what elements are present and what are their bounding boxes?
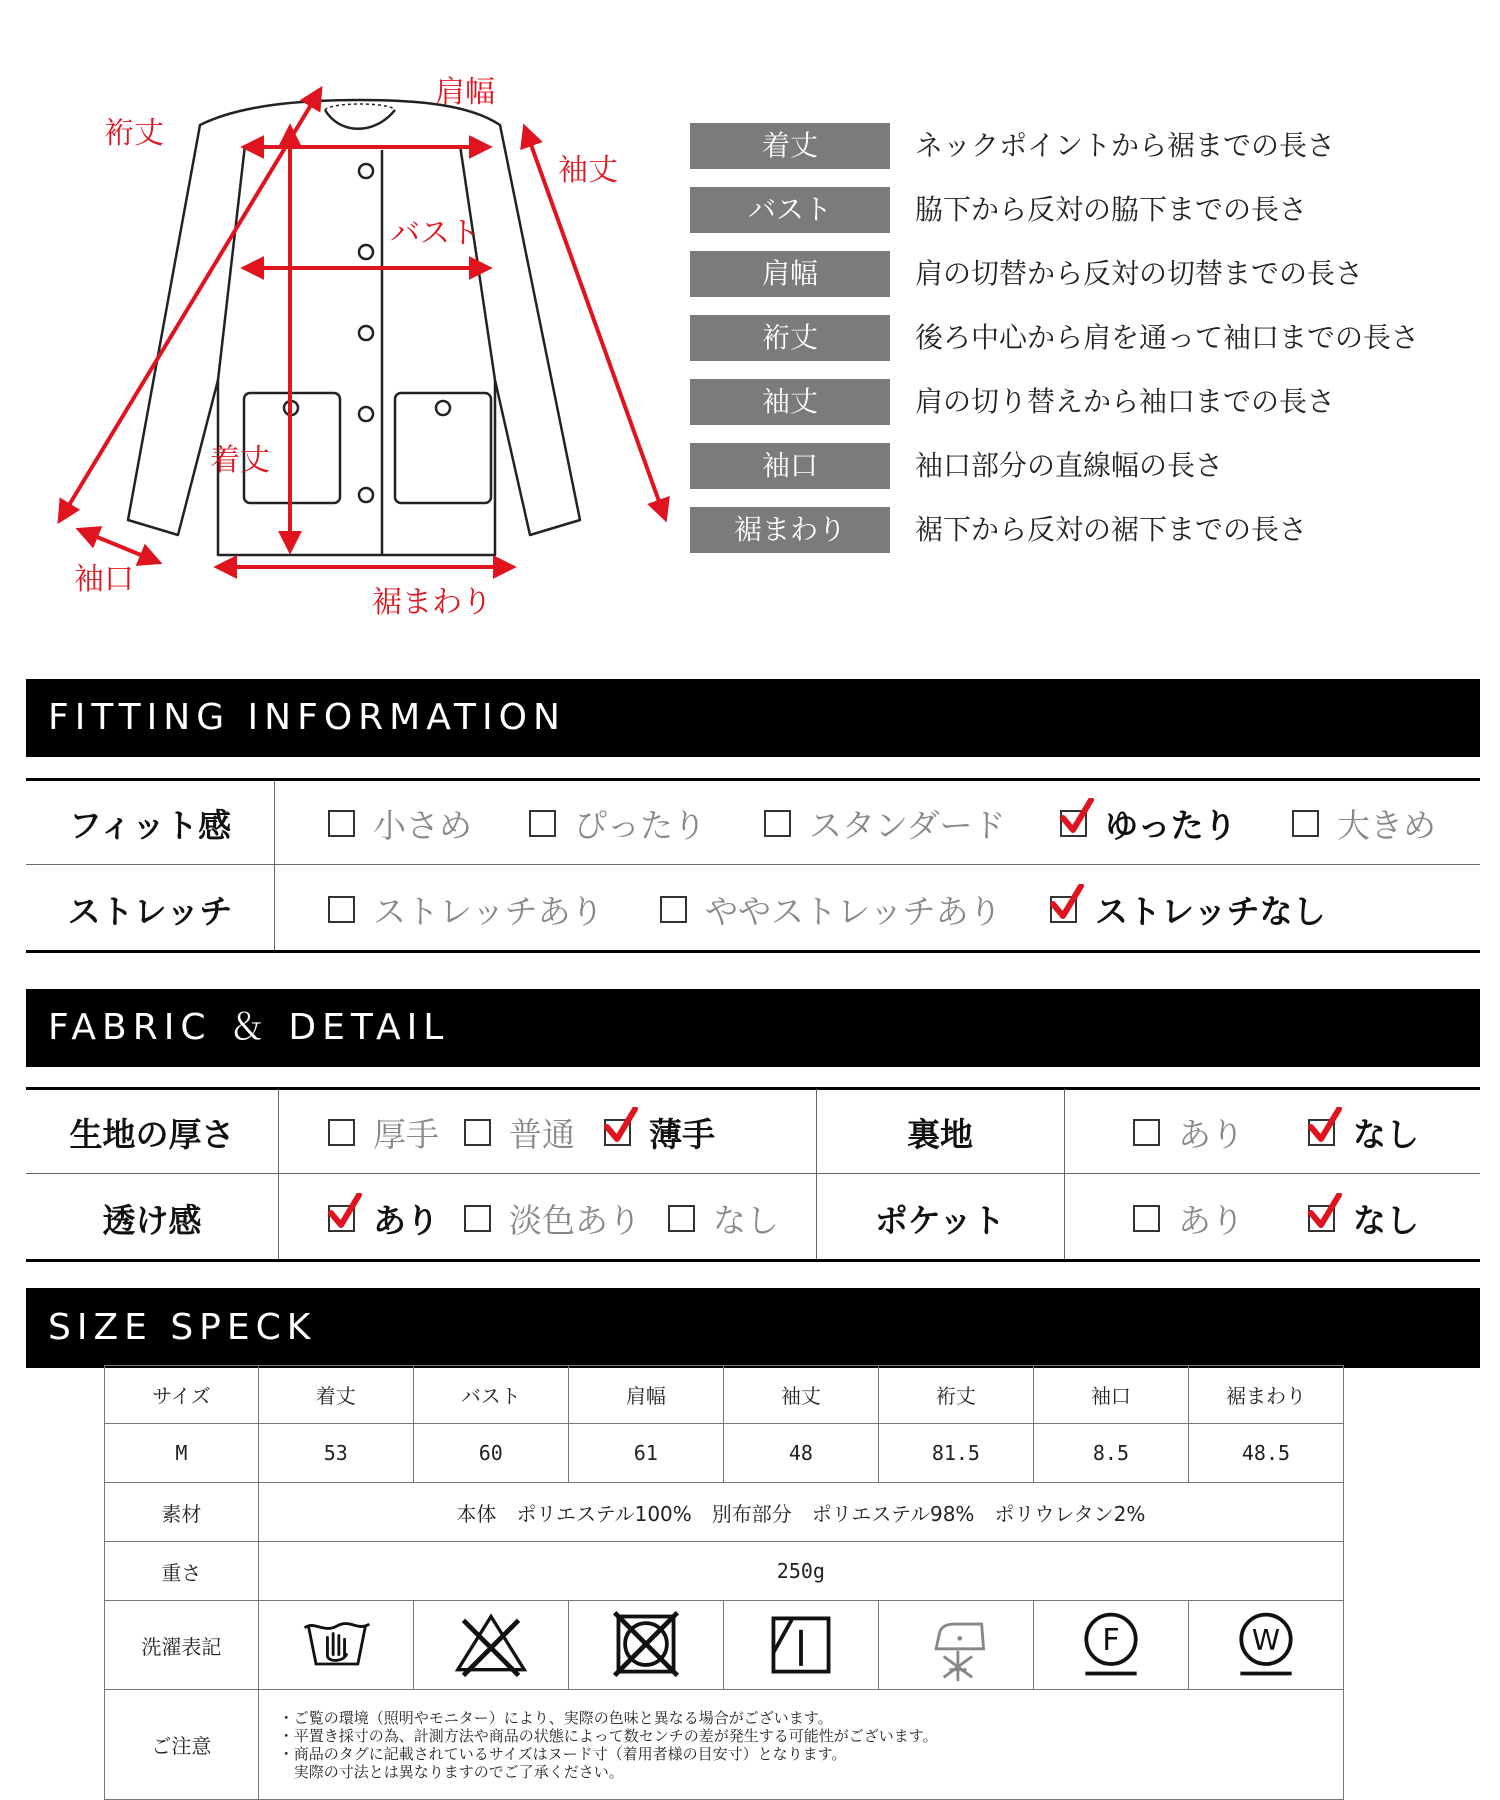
checkbox-icon — [1133, 1119, 1160, 1146]
size-header-text: SIZE SPECK — [48, 1307, 317, 1348]
care-icon-cell — [1188, 1601, 1343, 1690]
red-check-icon — [1050, 884, 1084, 920]
spec-cell: 48 — [723, 1424, 878, 1483]
spec-column-header: 袖口 — [1033, 1366, 1188, 1424]
legend-description: ネックポイントから裾までの長さ — [915, 129, 1336, 162]
stretch-label: ストレッチ — [67, 892, 233, 931]
svg-text:W: W — [1251, 1623, 1281, 1657]
spec-column-header: バスト — [413, 1366, 568, 1424]
notes-text — [258, 1690, 1343, 1800]
option-label: ややストレッチあり — [705, 892, 1002, 931]
legend-row — [690, 379, 1490, 443]
note-line: ・平置き採寸の為、計測方法や商品の状態によって数センチの差が発生する可能性がございます。 — [278, 1726, 938, 1745]
option-label: あり — [1178, 1115, 1244, 1154]
spec-care-row — [105, 1601, 1344, 1690]
spec-header-row — [105, 1366, 1344, 1424]
size-header — [26, 1288, 1480, 1368]
option-unchecked — [1133, 1109, 1244, 1156]
option-unchecked — [660, 886, 1002, 933]
spec-column-header: 袖丈 — [723, 1366, 878, 1424]
spec-cell: 60 — [413, 1424, 568, 1483]
option-label: 小さめ — [373, 806, 472, 845]
spec-column-header: 裾まわり — [1188, 1366, 1343, 1424]
spec-material-row — [105, 1483, 1344, 1542]
red-check-icon — [1060, 798, 1094, 834]
option-unchecked — [464, 1195, 641, 1242]
checkbox-icon — [1133, 1205, 1160, 1232]
spec-cell: 81.5 — [878, 1424, 1033, 1483]
size-spec-table — [104, 1365, 1344, 1800]
legend-row — [690, 315, 1490, 379]
label-kitake: 着丈 — [210, 443, 270, 478]
label-katahaba: 肩幅 — [435, 75, 495, 110]
legend-row — [690, 251, 1490, 315]
legend-term: 裄丈 — [690, 315, 890, 361]
notes-label: ご注意 — [105, 1690, 259, 1800]
note-line: ・商品のタグに記載されているサイズはヌード寸（着用者様の目安寸）となります。 — [278, 1744, 847, 1763]
checkbox-icon — [328, 1119, 355, 1146]
spec-weight-row — [105, 1542, 1344, 1601]
checked-box-icon — [1308, 1205, 1335, 1232]
spec-column-header: サイズ — [105, 1366, 259, 1424]
weight-label: 重さ — [105, 1542, 259, 1601]
care-icon-cell — [258, 1601, 413, 1690]
option-label: なし — [1353, 1201, 1419, 1240]
label-susomawari: 裾まわり — [372, 585, 492, 620]
checked-box-icon — [604, 1119, 631, 1146]
option-label: なし — [713, 1201, 779, 1240]
checked-box-icon — [1308, 1119, 1335, 1146]
option-label: あり — [373, 1201, 439, 1240]
note-line: ・ご覧の環境（照明やモニター）により、実際の色味と異なる場合がございます。 — [278, 1708, 833, 1727]
spec-cell: 8.5 — [1033, 1424, 1188, 1483]
option-label: 薄手 — [649, 1115, 715, 1154]
option-label: 淡色あり — [509, 1201, 641, 1240]
option-checked — [604, 1109, 715, 1156]
label-sodetake: 袖丈 — [558, 153, 618, 188]
checkbox-icon — [668, 1205, 695, 1232]
red-check-icon — [1308, 1107, 1342, 1143]
legend-term: バスト — [690, 187, 890, 233]
checkbox-icon — [328, 896, 355, 923]
red-check-icon — [1308, 1193, 1342, 1229]
legend-description: 肩の切り替えから袖口までの長さ — [915, 385, 1336, 418]
option-label: 大きめ — [1337, 806, 1436, 845]
checkbox-icon — [764, 810, 791, 837]
spec-cell: 48.5 — [1188, 1424, 1343, 1483]
care-label: 洗濯表記 — [105, 1601, 259, 1690]
fitting-header-text: FITTING INFORMATION — [48, 697, 566, 738]
checkbox-icon — [660, 896, 687, 923]
fitting-header — [26, 679, 1480, 757]
care-icon-cell — [723, 1601, 878, 1690]
care-icon-cell — [413, 1601, 568, 1690]
option-label: なし — [1353, 1115, 1419, 1154]
legend-description: 肩の切替から反対の切替までの長さ — [915, 257, 1364, 290]
wet-clean-w-icon — [1223, 1607, 1309, 1683]
legend-description: 裾下から反対の裾下までの長さ — [915, 513, 1308, 546]
care-icon-cell — [568, 1601, 723, 1690]
checkbox-icon — [464, 1205, 491, 1232]
option-unchecked — [328, 800, 472, 847]
material-label: 素材 — [105, 1483, 259, 1542]
spec-cell: M — [105, 1424, 259, 1483]
label-sodeguchi: 袖口 — [74, 562, 134, 597]
legend-description: 後ろ中心から肩を通って袖口までの長さ — [915, 321, 1420, 354]
fitting-table — [26, 778, 1480, 954]
option-checked — [1308, 1109, 1419, 1156]
line-dry-shade-icon — [758, 1607, 844, 1683]
label-bust: バスト — [390, 216, 480, 251]
measurement-legend — [690, 123, 1490, 571]
care-icon-cell — [1033, 1601, 1188, 1690]
checkbox-icon — [1292, 810, 1319, 837]
svg-text:F: F — [1102, 1622, 1120, 1658]
no-bleach-icon — [448, 1607, 534, 1683]
option-label: 普通 — [509, 1115, 575, 1154]
option-unchecked — [328, 886, 604, 933]
spec-cell: 53 — [258, 1424, 413, 1483]
legend-row — [690, 123, 1490, 187]
dry-clean-f-icon — [1068, 1607, 1154, 1683]
legend-row — [690, 443, 1490, 507]
spec-cell: 61 — [568, 1424, 723, 1483]
option-label: 厚手 — [373, 1115, 439, 1154]
hand-wash-icon — [293, 1607, 379, 1683]
option-label: ぴったり — [574, 806, 706, 845]
legend-term: 袖口 — [690, 443, 890, 489]
checked-box-icon — [1050, 896, 1077, 923]
legend-term: 着丈 — [690, 123, 890, 169]
option-label: ストレッチなし — [1095, 892, 1326, 931]
spec-column-header: 着丈 — [258, 1366, 413, 1424]
checkbox-icon — [529, 810, 556, 837]
fit-label: フィット感 — [68, 806, 232, 845]
option-checked — [1050, 886, 1326, 933]
option-unchecked — [328, 1109, 439, 1156]
material-value: 本体 ポリエステル100% 別布部分 ポリエステル98% ポリウレタン2% — [258, 1483, 1343, 1542]
label-yukitake: 裄丈 — [104, 116, 164, 151]
legend-row — [690, 187, 1490, 251]
option-checked — [1308, 1195, 1419, 1242]
option-label: スタンダード — [809, 806, 1006, 845]
red-check-icon — [328, 1193, 362, 1229]
sheer-label: 透け感 — [102, 1201, 202, 1240]
jacket-measurement-diagram — [0, 0, 700, 650]
option-checked — [328, 1195, 439, 1242]
spec-size-row — [105, 1424, 1344, 1483]
thickness-label: 生地の厚さ — [69, 1115, 235, 1154]
spec-notes-row — [105, 1690, 1344, 1800]
red-check-icon — [604, 1107, 638, 1143]
option-checked — [1060, 800, 1237, 847]
pocket-label: ポケット — [874, 1201, 1006, 1240]
iron-low-icon — [913, 1607, 999, 1683]
checkbox-icon — [464, 1119, 491, 1146]
option-label: あり — [1178, 1201, 1244, 1240]
spec-column-header: 裄丈 — [878, 1366, 1033, 1424]
option-label: ゆったり — [1105, 806, 1237, 845]
legend-description: 袖口部分の直線幅の長さ — [915, 449, 1224, 482]
legend-description: 脇下から反対の脇下までの長さ — [915, 193, 1308, 226]
legend-row — [690, 507, 1490, 571]
legend-term: 裾まわり — [690, 507, 890, 553]
checkbox-icon — [328, 810, 355, 837]
fabric-table — [26, 1087, 1480, 1267]
option-unchecked — [1292, 800, 1436, 847]
weight-value: 250g — [258, 1542, 1343, 1601]
spec-column-header: 肩幅 — [568, 1366, 723, 1424]
legend-term: 肩幅 — [690, 251, 890, 297]
option-unchecked — [1133, 1195, 1244, 1242]
no-tumble-dry-icon — [603, 1607, 689, 1683]
legend-term: 袖丈 — [690, 379, 890, 425]
lining-label: 裏地 — [907, 1115, 973, 1154]
option-label: ストレッチあり — [373, 892, 604, 931]
option-unchecked — [668, 1195, 779, 1242]
care-icon-cell — [878, 1601, 1033, 1690]
option-unchecked — [764, 800, 1006, 847]
option-unchecked — [529, 800, 706, 847]
note-line: 実際の寸法とは異なりますのでご了承ください。 — [278, 1762, 624, 1781]
option-unchecked — [464, 1109, 575, 1156]
fabric-header-text: FABRIC ＆ DETAIL — [48, 1007, 450, 1048]
checked-box-icon — [328, 1205, 355, 1232]
fabric-header — [26, 989, 1480, 1067]
checked-box-icon — [1060, 810, 1087, 837]
